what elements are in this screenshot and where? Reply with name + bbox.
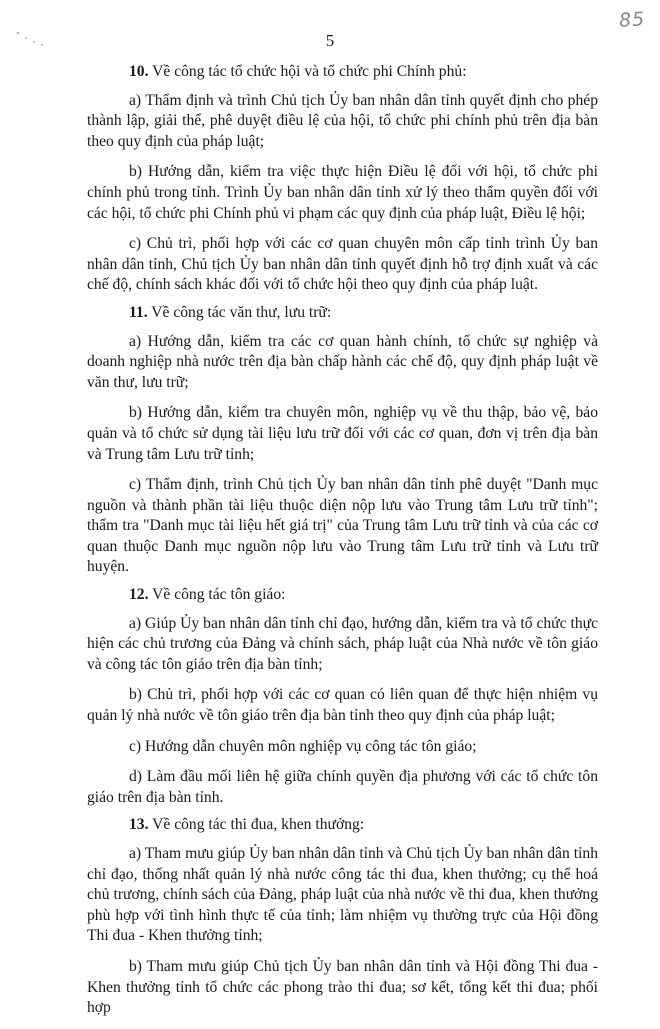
- paragraph: b) Chủ trì, phối hợp với các cơ quan có liên quan để thực hiện nhiệm vụ quản lý nhà nước về tôn giáo trên địa bàn tỉnh theo quy định của pháp luật;: [87, 686, 598, 725]
- paragraph: b) Hướng dẫn, kiểm tra chuyên môn, nghiệp vụ về thu thập, bảo vệ, bảo quản và tổ chức sử dụng tài liệu lưu trữ đối với các cơ quan, đơn vị trên địa bàn và Trung tâm Lưu trữ tỉnh;: [87, 404, 598, 463]
- paragraph: a) Tham mưu giúp Ủy ban nhân dân tỉnh và Chủ tịch Ủy ban nhân dân tỉnh chỉ đạo, thống nhất quản lý nhà nước công tác thi đua, khen thưởng; cụ thể hoá chủ trương, chính sách của Đảng, pháp luật của nhà nước về thi đua, khen thưởng phù hợp với tình hình thực tế của tỉnh; làm nhiệm vụ thường trực của Hội đồng Thi đua - Khen thưởng tỉnh;: [87, 845, 598, 945]
- page-number: 5: [325, 31, 335, 50]
- section-heading: [87, 585, 598, 606]
- paragraph: b) Tham mưu giúp Chủ tịch Ủy ban nhân dân tỉnh và Hội đồng Thi đua - Khen thưởng tỉnh tổ chức các phong trào thi đua; sơ kết, tổng kết thi đua; phối hợp: [87, 957, 598, 1017]
- section-heading: [87, 815, 598, 836]
- section-heading: [87, 303, 598, 324]
- section-heading: [87, 62, 598, 83]
- document-body: [87, 62, 598, 1029]
- section-number: 11.: [129, 303, 148, 321]
- section-title: Về công tác thi đua, khen thưởng:: [148, 816, 365, 834]
- paragraph: d) Làm đầu mối liên hệ giữa chính quyền địa phương với các tổ chức tôn giáo trên địa bàn tỉnh.: [87, 768, 598, 806]
- section-title: Về công tác tổ chức hội và tổ chức phi Chính phủ:: [148, 63, 467, 80]
- paragraph: c) Thẩm định, trình Chủ tịch Ủy ban nhân dân tỉnh phê duyệt "Danh mục nguồn và thành phần tài liệu thuộc diện nộp lưu vào Trung tâm Lưu trữ tỉnh"; thẩm tra "Danh mục tài liệu hết giá trị" của Trung tâm Lưu trữ tỉnh và của các cơ quan thuộc Danh mục nguồn nộp lưu vào Trung tâm Lưu trữ tỉnh và Lưu trữ huyện.: [87, 476, 598, 576]
- section-title: Về công tác tôn giáo:: [148, 586, 286, 604]
- paragraph: a) Hướng dẫn, kiểm tra các cơ quan hành chính, tổ chức sự nghiệp và doanh nghiệp nhà nước trên địa bàn chấp hành các chế độ, quy định pháp luật về văn thư, lưu trữ;: [87, 332, 598, 391]
- section-number: 12.: [129, 586, 149, 604]
- paragraph: c) Hướng dẫn chuyên môn nghiệp vụ công tác tôn giáo;: [129, 737, 477, 755]
- paragraph: b) Hướng dẫn, kiểm tra việc thực hiện Điều lệ đối với hội, tổ chức phi chính phủ trong tỉnh. Trình Ủy ban nhân dân tỉnh xử lý theo thẩm quyền đối với các hội, tổ chức phi Chính phủ vi phạm các quy định của pháp luật, Điều lệ hội;: [87, 163, 598, 222]
- section-title: Về công tác văn thư, lưu trữ:: [147, 303, 332, 321]
- paragraph: a) Giúp Ủy ban nhân dân tỉnh chỉ đạo, hướng dẫn, kiểm tra và tổ chức thực hiện các chủ trương của Đảng và chính sách, pháp luật của Nhà nước về tôn giáo và công tác tôn giáo trên địa bàn tỉnh;: [87, 614, 598, 673]
- paragraph: a) Thẩm định và trình Chủ tịch Ủy ban nhân dân tỉnh quyết định cho phép thành lập, giải thể, phê duyệt điều lệ của hội, tổ chức phi chính phủ trên địa bàn theo quy định của pháp luật;: [87, 91, 598, 150]
- paragraph: c) Chủ trì, phối hợp với các cơ quan chuyên môn cấp tỉnh trình Ủy ban nhân dân tỉnh, Chủ tịch Ủy ban nhân dân tỉnh quyết định hỗ trợ định xuất và các chế độ, chính sách khác đối với tổ chức hội theo quy định của pháp luật.: [87, 235, 598, 294]
- handwritten-page-mark: 85: [618, 8, 646, 32]
- section-number: 13.: [129, 816, 149, 834]
- section-number: 10.: [129, 63, 149, 80]
